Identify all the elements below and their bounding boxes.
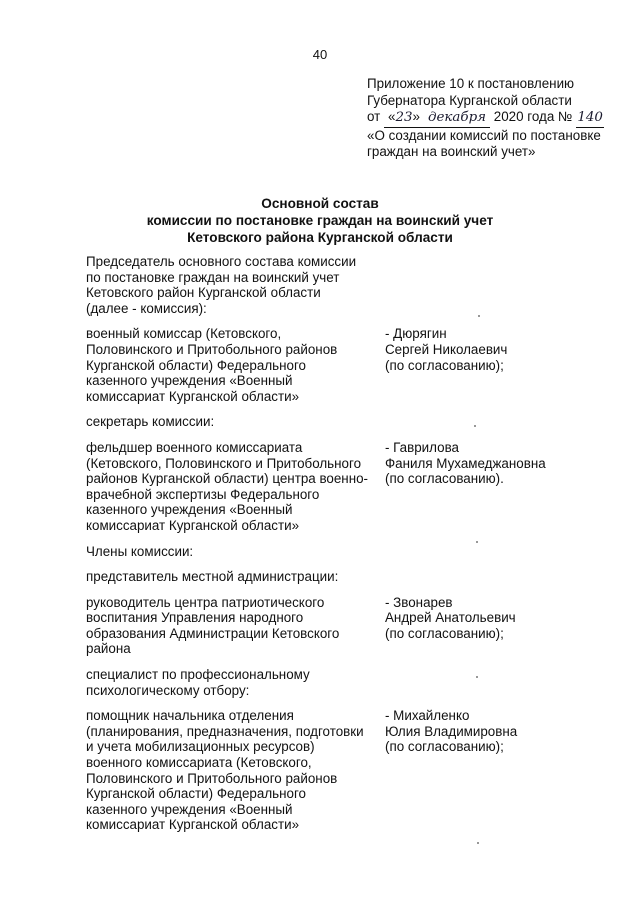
position-text: военный комиссар (Кетовского, Половинского и Притобольного районов Курганской области) Федерального казенного учреждения «Военный комиссариат Курганской области» <box>86 326 338 404</box>
annex-line-5: граждан на воинский учет» <box>367 144 536 159</box>
title-line-3: Кетовского района Курганской области <box>187 230 453 245</box>
position-text: помощник начальника отделения (планирования, предназначения, подготовки и учета мобилизационных ресурсов) военного комиссариата (Кетовского, Половинского и Притобольного районов Курганской области) Федерального казенного учреждения «Военный комиссариат Курганской области» <box>86 708 364 833</box>
list-item <box>86 595 626 657</box>
list-item <box>86 667 626 698</box>
annex-line-1: Приложение 10 к постановлению <box>367 76 575 91</box>
page-number: 40 <box>312 47 328 62</box>
scan-speck <box>474 425 476 427</box>
member-name <box>381 254 625 316</box>
list-item <box>86 414 626 430</box>
title-line-1: Основной состав <box>261 196 379 211</box>
list-item <box>86 544 626 560</box>
list-item <box>86 254 626 316</box>
quote-open: « <box>388 109 396 124</box>
annex-from: от <box>367 109 381 124</box>
member-name <box>381 414 625 430</box>
scan-speck <box>477 842 479 844</box>
quote-close: » <box>412 109 420 124</box>
position-text: Члены комиссии: <box>86 543 194 559</box>
position-text: специалист по профессиональному психологическому отбору: <box>86 667 310 698</box>
member-name: - Гаврилова Фаниля Мухамеджановна (по согласованию). <box>385 439 546 487</box>
member-name <box>381 569 625 585</box>
annex-day-handwritten: 23 <box>395 110 413 125</box>
scan-speck <box>476 676 478 678</box>
position-text: фельдшер военного комиссариата (Кетовского, Половинского и Притобольного районов Курганской области) центра военно- врачебной экспертизы Федерального казенного учреждения «Военный комиссариат Курганской области» <box>86 439 369 533</box>
member-name <box>381 544 625 560</box>
annex-day-field <box>384 109 424 128</box>
list-item <box>86 440 626 534</box>
commission-list <box>86 254 626 843</box>
annex-number-handwritten: 140 <box>576 110 604 128</box>
annex-date-line <box>367 109 637 128</box>
annex-line-2: Губернатора Курганской области <box>367 92 572 108</box>
member-name <box>381 667 625 698</box>
member-name: - Дюрягин Сергей Николаевич (по согласованию); <box>385 326 508 373</box>
document-title <box>0 195 640 246</box>
list-item <box>86 708 626 833</box>
position-text: представитель местной администрации: <box>86 569 339 585</box>
scan-speck <box>478 315 480 317</box>
member-name: - Михайленко Юлия Владимировна (по согласованию); <box>385 708 518 755</box>
list-item <box>86 569 626 585</box>
position-text: руководитель центра патриотического воспитания Управления народного образования Администрации Кетовского района <box>86 594 340 657</box>
member-name: - Звонарев Андрей Анатольевич (по согласованию); <box>385 594 516 641</box>
position-text: секретарь комиссии: <box>86 414 215 430</box>
title-line-2: комиссии по постановке граждан на воинский учет <box>146 213 494 228</box>
annex-line-4: «О создании комиссий по постановке <box>367 127 601 143</box>
annex-year-text: 2020 года № <box>493 109 573 124</box>
annex-month-handwritten: декабря <box>424 110 490 128</box>
scan-speck <box>476 541 478 543</box>
position-text: Председатель основного состава комиссии по постановке граждан на воинский учет Кетовского район Курганской области (далее - комиссия): <box>86 254 357 316</box>
list-item <box>86 326 626 404</box>
annex-header <box>367 76 637 161</box>
